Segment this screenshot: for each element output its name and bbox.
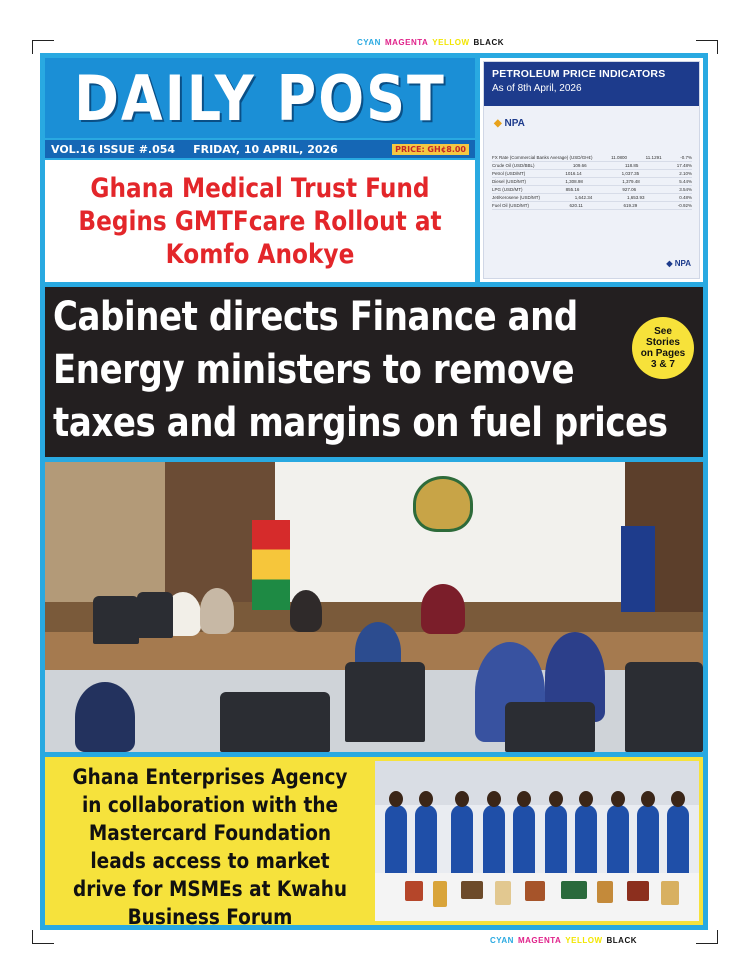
reg-cyan: CYAN: [490, 936, 514, 945]
table-row: Fuel Oil (USD/MT) 620.11 619.29 -0.92%: [492, 203, 692, 208]
lead-headline-box[interactable]: [45, 160, 475, 282]
crop-mark-bottom-right: [696, 930, 718, 944]
person: [513, 805, 535, 883]
main-headline-line: taxes and margins on fuel prices: [53, 400, 668, 446]
person: [483, 805, 505, 883]
person: [385, 805, 407, 883]
badge-line: 3 & 7: [651, 359, 675, 370]
cabinet-meeting-photo[interactable]: [45, 462, 703, 752]
person: [75, 682, 135, 752]
coat-of-arms-icon: [413, 476, 473, 532]
masthead-title: DAILY POST: [74, 61, 446, 135]
product-item: [661, 881, 679, 905]
enterprise-story-box[interactable]: [45, 757, 703, 929]
petroleum-table: [492, 154, 692, 210]
reg-yellow: YELLOW: [565, 936, 603, 945]
person: [451, 805, 473, 883]
product-item: [405, 881, 423, 901]
person: [545, 805, 567, 883]
chair: [93, 596, 139, 644]
reg-black: BLACK: [606, 936, 638, 945]
wall-panel: [45, 462, 165, 602]
person: [290, 590, 322, 632]
main-headline-line: Energy ministers to remove: [53, 347, 575, 393]
chair: [220, 692, 330, 752]
issue-bar: [45, 140, 475, 158]
table-row: Jet/Kerosene (USD/MT) 1,642.34 1,653.93 0.48%: [492, 195, 692, 200]
person: [637, 805, 659, 883]
petroleum-header: [484, 62, 699, 106]
petroleum-price-indicators[interactable]: [480, 58, 703, 282]
badge-line: Stories: [646, 337, 680, 348]
main-headline-box[interactable]: [45, 287, 703, 457]
main-headline-line: Cabinet directs Finance and: [53, 294, 578, 340]
see-stories-badge[interactable]: [632, 317, 694, 379]
product-item: [561, 881, 587, 899]
person: [200, 588, 234, 634]
issue-date: FRIDAY, 10 APRIL, 2026: [193, 142, 338, 156]
product-item: [627, 881, 649, 901]
person: [415, 805, 437, 883]
crop-mark-bottom-left: [32, 930, 54, 944]
person: [421, 584, 465, 634]
reg-yellow: YELLOW: [432, 38, 470, 47]
npa-logo: ◆ NPA: [494, 118, 525, 129]
chair: [137, 592, 173, 638]
petroleum-subtitle: As of 8th April, 2026: [492, 83, 582, 94]
product-item: [461, 881, 483, 899]
badge-line: See: [654, 326, 672, 337]
chair: [625, 662, 703, 752]
petroleum-title: PETROLEUM PRICE INDICATORS: [492, 68, 666, 80]
badge-line: on Pages: [640, 348, 686, 359]
chair: [345, 662, 425, 742]
reg-cyan: CYAN: [357, 38, 381, 47]
table-row: FX Rate (Commercial Banks Average) (USD/GH¢) 11.0800 11.1291 -0.7%: [492, 155, 692, 160]
person: [667, 805, 689, 883]
ghana-flag-icon: [252, 520, 290, 610]
crop-mark-top-left: [32, 40, 54, 54]
product-item: [495, 881, 511, 905]
chair: [505, 702, 595, 752]
table-row: LPG (USD/MT) 855.16 927.06 3.54%: [492, 187, 692, 192]
crop-mark-top-right: [696, 40, 718, 54]
reg-black: BLACK: [473, 38, 505, 47]
product-item: [433, 881, 447, 907]
npa-logo-text: NPA: [504, 118, 525, 129]
issue-volume: VOL.16 ISSUE #.054: [51, 142, 176, 156]
table-row: Crude Oil (USD/BBL) 109.66 118.85 17.48%: [492, 163, 692, 168]
enterprise-photo[interactable]: [375, 761, 699, 921]
lead-headline: Ghana Medical Trust Fund Begins GMTFcare Rollout at Komfo Anokye: [78, 172, 442, 270]
enterprise-headline: Ghana Enterprises Agency in collaboration with the Mastercard Foundation leads access to market drive for MSMEs at Kwahu Business Forum: [72, 765, 348, 929]
reg-magenta: MAGENTA: [384, 38, 429, 47]
presidential-flag-icon: [621, 526, 655, 612]
person: [607, 805, 629, 883]
product-item: [597, 881, 613, 903]
reg-magenta: MAGENTA: [517, 936, 562, 945]
issue-price: PRICE: GH¢8.00: [392, 144, 469, 155]
petroleum-card: [483, 61, 700, 279]
color-registration-top: [357, 38, 508, 47]
color-registration-bottom: [490, 936, 641, 945]
npa-footer-logo-text: NPA: [674, 259, 691, 268]
masthead: [45, 58, 475, 138]
person: [575, 805, 597, 883]
table-row: Diesel (USD/MT) 1,308.98 1,379.48 5.44%: [492, 179, 692, 184]
npa-footer-logo: ◆ NPA: [666, 259, 691, 268]
newspaper-front-page: [40, 53, 708, 930]
product-item: [525, 881, 545, 901]
table-row: Petrol (USD/MT) 1016.14 1,037.35 2.10%: [492, 171, 692, 176]
